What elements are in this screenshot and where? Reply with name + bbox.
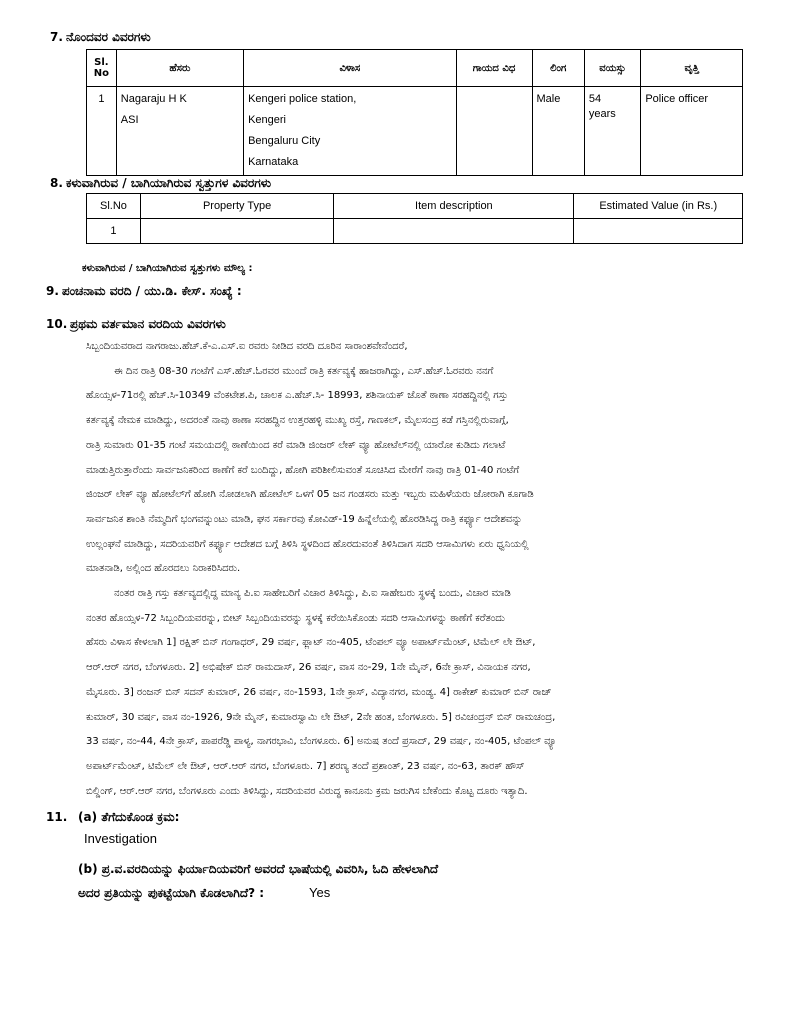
section-7-title: ನೊಂದವರ ವಿವರಗಳು — [66, 30, 151, 44]
narrative-line: ಕರ್ತವ್ಯಕ್ಕೆ ನೇಮಕ ಮಾಡಿದ್ದು, ಅದರಂತೆ ನಾವು ಠಾಣಾ ಸರಹದ್ದಿನ ಉತ್ತರಹಳ್ಳಿ ಮುಖ್ಯ ರಸ್ತೆ, ಗಾಣಕಲ್, ಮೈಲಸಂದ್ರ ಕಡೆ ಗಸ್ತಿನಲ್ಲಿರುವಾಗ್ಗೆ, — [86, 415, 509, 427]
narrative-line: 33 ವರ್ಷ, ನಂ-44, 4ನೇ ಕ್ರಾಸ್, ಪಾಪರೆಡ್ಡಿ ಪಾಳ್ಯ, ನಾಗರಭಾವಿ, ಬೆಂಗಳೂರು. 6] ಅನುಷ ತಂದೆ ಪ್ರಸಾದ್, 29 ವರ್ಷ, ನಂ-405, ಟೆಂಪಲ್ ವ್ಯೂ — [86, 736, 557, 748]
col-property-type: Property Type — [140, 194, 333, 219]
narrative-line: ಕುಮಾರ್, 30 ವರ್ಷ, ವಾಸ ನಂ-1926, 9ನೇ ಮೈನ್, ಕುಮಾರಸ್ವಾಮಿ ಲೇ ಔಟ್, 2ನೇ ಹಂತ, ಬೆಂಗಳೂರು. 5] ರವಿಚಂದ್ರನ್ ಬಿನ್ ರಾಮಚಂದ್ರ, — [86, 711, 556, 723]
section-8-number: 8. — [50, 176, 63, 190]
section-7-number: 7. — [50, 30, 63, 44]
name-line: Nagaraju H K — [120, 93, 187, 105]
narrative-line: ನಂತರ ರಾತ್ರಿ ಗಸ್ತು ಕರ್ತವ್ಯದಲ್ಲಿದ್ದ ಮಾನ್ಯ ಪಿ.ಐ ಸಾಹೇಬರಿಗೆ ವಿಚಾರ ತಿಳಿಸಿದ್ದು, ಪಿ.ಐ ಸಾಹೇಬರು ಸ್ಥಳಕ್ಕೆ ಬಂದು, ವಿಚಾರ ಮಾಡಿ — [114, 588, 511, 600]
age-line: 54 — [588, 93, 602, 105]
cell-occupation: Police officer — [641, 87, 743, 176]
narrative-line: ಮೈಸೂರು. 3] ರಂಜನ್ ಬಿನ್ ಸದನ್ ಕುಮಾರ್, 26 ವರ್ಷ, ನಂ-1593, 1ನೇ ಕ್ರಾಸ್, ವಿದ್ಯಾನಗರ, ಮಂಡ್ಯ. 4] ರಾಕೇಶ್ ಕುಮಾರ್ ಬಿನ್ ರಾಜ್ — [86, 686, 552, 698]
address-line: Kengeri — [248, 114, 286, 126]
col-name: ಹೆಸರು — [116, 50, 243, 87]
fir-narrative — [86, 335, 726, 804]
narrative-line: ಬಿಲ್ಡಿಂಗ್, ಆರ್.ಆರ್ ನಗರ, ಬೆಂಗಳೂರು ಎಂದು ತಿಳಿಸಿದ್ದು, ಸದರಿಯವರ ವಿರುದ್ಧ ಕಾನೂನು ಕ್ರಮ ಜರುಗಿಸ ಬೇಕೆಂದು ಕೊಟ್ಟ ದೂರು ಇತ್ಯಾದಿ. — [86, 785, 528, 797]
address-line: Karnataka — [248, 156, 299, 168]
cell-desc — [334, 219, 574, 244]
col-injury-type: ಗಾಯದ ವಿಧ — [456, 50, 532, 87]
cell-sl: 1 — [87, 87, 117, 176]
col-item-description: Item description — [334, 194, 574, 219]
narrative-line: ಈ ದಿನ ರಾತ್ರಿ 08-30 ಗಂಟೆಗೆ ಎಸ್.ಹೆಚ್.ಓರವರ ಮುಂದೆ ರಾತ್ರಿ ಕರ್ತವ್ಯಕ್ಕೆ ಹಾಜರಾಗಿದ್ದು, ಎಸ್.ಹೆಚ್.ಓರವರು ನನಗೆ — [114, 365, 494, 377]
fir-explained-label: (b) ಪ್ರ.ವ.ವರದಿಯನ್ನು ಫಿರ್ಯಾದಿಯವರಿಗೆ ಅವರದೆ ಭಾಷೆಯಲ್ಲಿ ವಿವರಿಸಿ, ಓದಿ ಹೇಳಲಾಗಿದೆ — [78, 862, 439, 876]
cell-gender: Male — [532, 87, 584, 176]
narrative-line: ಹೆಸರು ವಿಳಾಸ ಕೇಳಲಾಗಿ 1] ರಕ್ಷಿತ್ ಬಿನ್ ಗಂಗಾಧರ್, 29 ವರ್ಷ, ಫ್ಲಾಟ್ ನಂ-405, ಟೆಂಪಲ್ ವ್ಯೂ ಅಪಾರ್ಟ್‌ಮೆಂಟ್, ಟಿಮೆಲ್ ಲೇ ಔಟ್, — [86, 637, 536, 649]
cell-type — [140, 219, 333, 244]
narrative-line: ಜಿಂಜರ್ ಲೇಕ್ ವ್ಯೂ ಹೋಟೆಲ್‌ಗೆ ಹೋಗಿ ನೋಡಲಾಗಿ ಹೋಟೆಲ್ ಒಳಗೆ 05 ಜನ ಗಂಡಸರು ಮತ್ತು ಇಬ್ಬರು ಮಹಿಳೆಯರು ಜೋರಾಗಿ ಕೂಗಾಡಿ — [86, 489, 534, 501]
narrative-line: ನಂತರ ಹೊಯ್ಸಳ-72 ಸಿಬ್ಬಂದಿಯವರನ್ನು, ಬೀಟ್ ಸಿಬ್ಬಂದಿಯವರನ್ನು ಸ್ಥಳಕ್ಕೆ ಕರೆಯಿಸಿಕೊಂಡು ಸದರಿ ಆಸಾಮಿಗಳನ್ನು ಠಾಣೆಗೆ ಕರೆತಂದು — [86, 612, 505, 624]
name-line: ASI — [120, 114, 139, 126]
cell-value — [574, 219, 743, 244]
address-line: Kengeri police station, — [248, 93, 357, 105]
address-line: Bengaluru City — [248, 135, 321, 147]
section-10-number: 10. — [46, 317, 68, 331]
col-age: ವಯಸ್ಸು — [584, 50, 640, 87]
cell-address — [244, 87, 457, 176]
narrative-line: ಮಾಡುತ್ತಿರುತ್ತಾರೆಂದು ಸಾರ್ವಜನಿಕರಿಂದ ಠಾಣೆಗೆ ಕರೆ ಬಂದಿದ್ದು, ಹೋಗಿ ಪರಿಶೀಲಿಸುವಂತೆ ಸೂಚಿಸಿದ ಮೇರೆಗೆ ನಾವು ರಾತ್ರಿ 01-40 ಗಂಟೆಗೆ — [86, 464, 520, 476]
col-sl-no: Sl. No — [87, 50, 117, 87]
cell-age — [584, 87, 640, 176]
narrative-line: ಸಾರ್ವಜನಿಕ ಶಾಂತಿ ನೆಮ್ಮದಿಗೆ ಭಂಗವನ್ನುಂಟು ಮಾಡಿ, ಘನ ಸರ್ಕಾರವು ಕೋವಿಡ್-19 ಹಿನ್ನೆಲೆಯಲ್ಲಿ ಹೊರಡಿಸಿದ್ದ ರಾತ್ರಿ ಕರ್ಫ್ಯೂ ಆದೇಶವನ್ನು — [86, 513, 523, 525]
table-row — [87, 219, 743, 244]
narrative-line: ಆರ್.ಆರ್ ನಗರ, ಬೆಂಗಳೂರು. 2] ಅಭಿಷೇಕ್ ಬಿನ್ ರಾಮದಾಸ್, 26 ವರ್ಷ, ವಾಸ ನಂ-29, 1ನೇ ಮೈನ್, 6ನೇ ಕ್ರಾಸ್, ವಿನಾಯಕ ನಗರ, — [86, 662, 531, 674]
narrative-line: ಉಲ್ಲಂಘನೆ ಮಾಡಿದ್ದು, ಸದರಿಯವರಿಗೆ ಕರ್ಫ್ಯೂ ಆದೇಶದ ಬಗ್ಗೆ ತಿಳಿಸಿ ಸ್ಥಳದಿಂದ ಹೊರದುವಂತೆ ತಿಳಿಸಿದಾಗ ಸದರಿ ಆಸಾಮಿಗಳು ಏರು ಧ್ವನಿಯಲ್ಲಿ — [86, 538, 529, 550]
narrative-line: ಮಾತನಾಡಿ, ಅಲ್ಲಿಂದ ಹೊರದಲು ನಿರಾಕರಿಸಿದರು. — [86, 563, 241, 575]
narrative-line: ರಾತ್ರಿ ಸುಮಾರು 01-35 ಗಂಟೆ ಸಮಯದಲ್ಲಿ ಠಾಣೆಯಿಂದ ಕರೆ ಮಾಡಿ ಜಿಂಜರ್ ಲೇಕ್ ವ್ಯೂ ಹೋಟೆಲ್‌ನಲ್ಲಿ ಯಾರೋ ಕುಡಿದು ಗಲಾಟೆ — [86, 439, 506, 451]
victim-details-table — [86, 49, 743, 176]
col-sl-no: Sl.No — [87, 194, 141, 219]
section-10-title: ಪ್ರಥಮ ವರ್ತಮಾನ ವರದಿಯ ವಿವರಗಳು — [70, 317, 226, 331]
col-gender: ಲಿಂಗ — [532, 50, 584, 87]
cell-injury — [456, 87, 532, 176]
section-9-number: 9. — [46, 284, 59, 298]
property-value-label: ಕಳುವಾಗಿರುವ / ಬಾಗಿಯಾಗಿರುವ ಸ್ವತ್ತುಗಳು ಮೌಲ್ಯ : — [82, 263, 253, 274]
copy-given-label: ಅದರ ಪ್ರತಿಯನ್ನು ಪುಕಟ್ಟೆಯಾಗಿ ಕೊಡಲಾಗಿದೆ? : — [78, 886, 265, 900]
narrative-line: ಹೊಯ್ಸಳ-71ರಲ್ಲಿ ಹೆಚ್.ಸಿ-10349 ವೆಂಕಟೇಶ.ಪಿ, ಚಾಲಕ ಎ.ಹೆಚ್.ಸಿ- 18993, ಶಶಿನಾಯಕ್ ಜೊತೆ ಠಾಣಾ ಸರಹದ್ದಿನಲ್ಲಿ ಗಸ್ತು — [86, 390, 509, 402]
col-address: ವಿಳಾಸ — [244, 50, 457, 87]
table-row — [87, 87, 743, 176]
property-details-table — [86, 193, 743, 244]
narrative-line: ಅಪಾರ್ಟ್‌ಮೆಂಟ್, ಟಿಮೆಲ್ ಲೇ ಔಟ್, ಆರ್.ಆರ್ ನಗರ, ಬೆಂಗಳೂರು. 7] ಶರಣ್ಯ ತಂದೆ ಪ್ರಶಾಂತ್, 23 ವರ್ಷ, ನಂ-63, ತಾರಕ್ ಹೌಸ್ — [86, 760, 525, 772]
col-occupation: ವೃತ್ತಿ — [641, 50, 743, 87]
copy-given-value: Yes — [309, 885, 331, 900]
age-line: years — [588, 108, 616, 120]
narrative-line: ಸಿಬ್ಬಂದಿಯವರಾದ ನಾಗರಾಜು.ಹೆಚ್.ಕೆ-ಎ.ಎಸ್.ಐ ರವರು ನೀಡಿದ ವರದಿ ದೂರಿನ ಸಾರಾಂಶವೇನೆಂದರೆ, — [86, 341, 408, 352]
cell-sl: 1 — [87, 219, 141, 244]
action-taken-label: (a) ತೆಗೆದುಕೊಂಡ ಕ್ರಮ: — [78, 810, 180, 824]
section-8-title: ಕಳುವಾಗಿರುವ / ಬಾಗಿಯಾಗಿರುವ ಸ್ವತ್ತುಗಳ ವಿವರಗಳು — [66, 176, 272, 190]
cell-name — [116, 87, 243, 176]
section-11-number: 11. — [46, 810, 68, 824]
action-taken-value: Investigation — [84, 831, 157, 846]
col-estimated-value: Estimated Value (in Rs.) — [574, 194, 743, 219]
section-9-title: ಪಂಚನಾಮ ವರದಿ / ಯು.ಡಿ. ಕೇಸ್. ಸಂಖ್ಯೆ : — [62, 284, 242, 298]
